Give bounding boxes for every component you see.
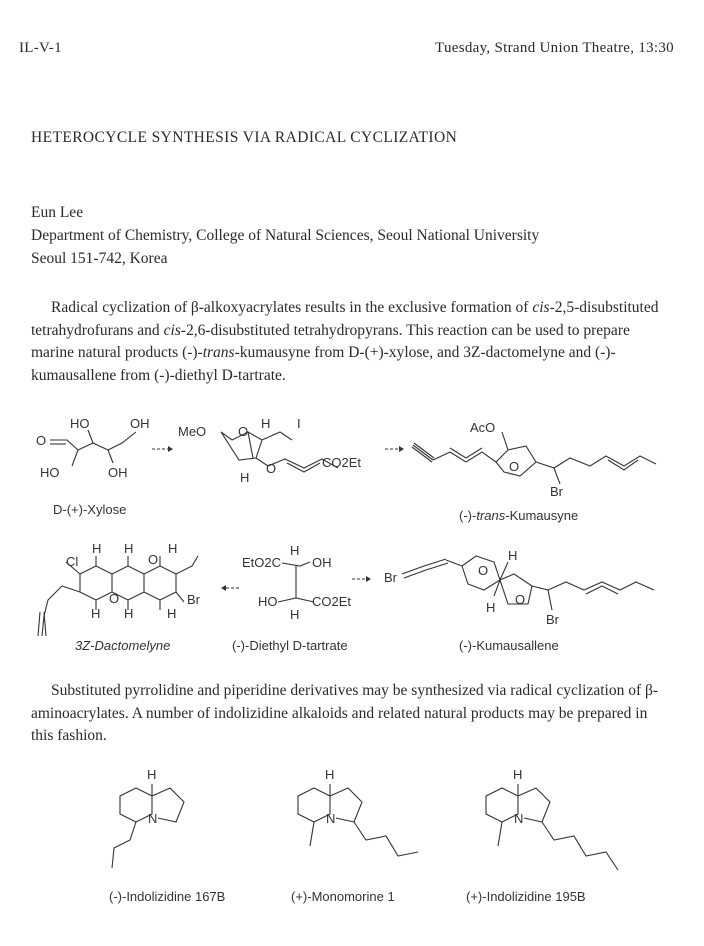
monomorine-1 [298,767,418,856]
int-co2et: CO2Et [322,455,362,470]
dac-h6: H [167,606,177,621]
kal-br-1: Br [384,570,397,585]
dac-o2: O [109,591,120,606]
dactomelyne-structure [38,541,201,636]
dac-h4: H [91,606,101,621]
int-i: I [297,416,301,431]
tar-oh: OH [312,555,332,570]
kal-h-bottom: H [486,600,496,615]
author-name: Eun Lee [31,204,84,221]
kal-o1: O [478,563,489,578]
xylose-structure [36,416,150,480]
label-tartrate: (-)-Diethyl D-tartrate [232,638,348,653]
xylose-ho-top: HO [70,416,90,431]
ind167-h: H [147,767,157,782]
indolizidine-195b [486,767,618,870]
label-monomorine: (+)-Monomorine 1 [291,889,395,904]
tar-ho: HO [258,594,278,609]
intermediate-structure [178,416,361,485]
label-kumausyne: (-)-trans-Kumausyne [459,508,579,523]
kumausyne-structure [412,420,656,499]
ind167-n: N [148,811,158,826]
kal-o2: O [515,592,526,607]
indolizidine-167b [112,767,184,868]
dac-h5: H [124,606,134,621]
label-kumausallene: (-)-Kumausallene [459,638,559,653]
p1-text-c: -2,6-disubstituted tetrahydropyrans. This reaction can be used to prepare marine natural products (-)- [31,321,630,361]
tar-eto2c: EtO2C [242,555,282,570]
mono-h: H [325,767,335,782]
p1-text-d: -kumausyne from D-(+)-xylose, and 3Z-dactomelyne and (-)-kumausallene from (-)-diethyl D-tartrate. [31,344,616,384]
author-department: Department of Chemistry, College of Natural Sciences, Seoul National University [31,227,540,244]
session-info: Tuesday, Strand Union Theatre, 13:30 [435,40,674,56]
int-ether-o: O [266,461,277,476]
session-code: IL-V-1 [19,40,62,56]
label-indolizidine-195b: (+)-Indolizidine 195B [466,889,586,904]
int-ring-o: O [238,424,249,439]
kal-br-2: Br [546,612,559,627]
mono-n: N [326,811,336,826]
p1-cis-a: cis [532,299,550,316]
tar-h1: H [290,543,300,558]
int-h-top: H [261,416,271,431]
dac-br: Br [187,592,200,607]
label-xylose: D-(+)-Xylose [53,502,127,517]
xylose-oh-top: OH [130,416,150,431]
xylose-o: O [36,433,47,448]
dac-h1: H [92,541,102,556]
p1-cis-b: cis [163,321,181,339]
kal-h-top: H [508,548,518,563]
tar-h2: H [290,607,300,622]
int-meo: MeO [178,424,207,439]
paper-title: HETEROCYCLE SYNTHESIS VIA RADICAL CYCLIZATION [31,129,458,146]
tar-co2et: CO2Et [312,594,352,609]
author-address: Seoul 151-742, Korea [31,250,168,267]
dac-cl: Cl [66,554,79,569]
xylose-oh-bottom: OH [108,465,128,480]
kumausallene-structure [384,548,654,627]
label-dactomelyne: 3Z-Dactomelyne [75,638,171,653]
xylose-ho-bottom: HO [40,465,60,480]
ind195-n: N [514,811,524,826]
label-indolizidine-167b: (-)-Indolizidine 167B [109,889,226,904]
dac-h3: H [168,541,178,556]
kum-aco: AcO [470,420,496,435]
int-h-bottom: H [240,470,250,485]
p1-text-b: -2,5-disubstituted tetrahydrofurans and [31,299,659,339]
p1-text-a: Radical cyclization of β-alkoxyacrylates results in the exclusive formation of [51,299,533,316]
dac-o1: O [148,552,159,567]
dac-h2: H [124,541,134,556]
tartrate-structure [242,543,351,622]
p1-trans: trans [202,344,235,361]
kum-br: Br [550,484,563,499]
kum-ring-o: O [509,459,520,474]
ind195-h: H [513,767,523,782]
abstract-paragraph-2: Substituted pyrrolidine and piperidine derivatives may be synthesized via radical cyclization of β-aminoacrylates. A number of indolizidine alkaloids and related natural products may be prepared in this fashion. [31,682,659,744]
